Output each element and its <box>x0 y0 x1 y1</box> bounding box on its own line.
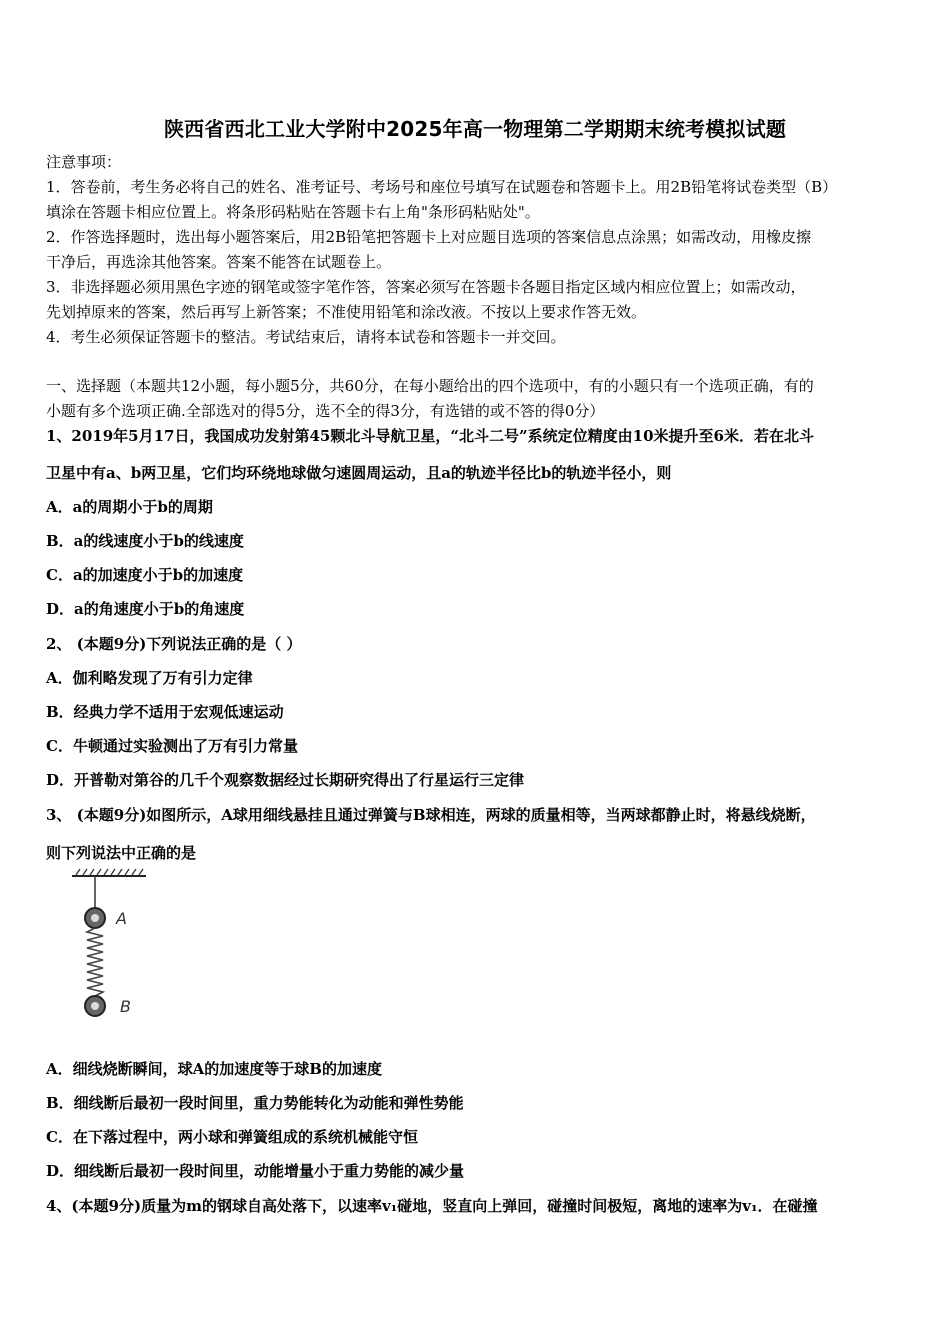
notice-line: 干净后，再选涂其他答案。答案不能答在试题卷上。 <box>46 253 392 271</box>
ceiling-hatch <box>76 869 143 875</box>
question-3-option-d: D．细线断后最初一段时间里，动能增量小于重力势能的减少量 <box>46 1162 465 1180</box>
notice-line: 1．答卷前，考生务必将自己的姓名、准考证号、考场号和座位号填写在试题卷和答题卡上。用2B铅笔将试卷类型（B） <box>46 178 838 196</box>
question-2-option-c: C．牛顿通过实验测出了万有引力常量 <box>46 737 298 755</box>
question-2-option-a: A．伽利略发现了万有引力定律 <box>46 669 253 687</box>
question-4-stem: 4、(本题9分)质量为m的钢球自高处落下，以速率v₁碰地，竖直向上弹回，碰撞时间极短，离地的速率为v₁．在碰撞 <box>46 1197 818 1215</box>
question-1-option-d: D．a的角速度小于b的角速度 <box>46 600 245 618</box>
notice-line: 先划掉原来的答案，然后再写上新答案；不准使用铅笔和涂改液。不按以上要求作答无效。 <box>46 303 647 321</box>
question-1-option-b: B．a的线速度小于b的线速度 <box>46 532 244 550</box>
notice-line: 4．考生必须保证答题卡的整洁。考试结束后，请将本试卷和答题卡一并交回。 <box>46 328 566 346</box>
ball-b-highlight <box>91 1002 99 1010</box>
spring <box>87 928 103 996</box>
question-1-stem: 卫星中有a、b两卫星，它们均环绕地球做匀速圆周运动，且a的轨迹半径比b的轨迹半径小，则 <box>46 464 672 482</box>
notice-heading: 注意事项： <box>46 153 122 171</box>
section-heading: 一、选择题（本题共12小题，每小题5分，共60分，在每小题给出的四个选项中，有的小题只有一个选项正确，有的 <box>46 377 814 395</box>
question-2-stem: 2、 (本题9分)下列说法正确的是（ ） <box>46 635 302 653</box>
question-1-option-c: C．a的加速度小于b的加速度 <box>46 566 244 584</box>
page-title: 陕西省西北工业大学附中2025年高一物理第二学期期末统考模拟试题 <box>163 117 787 141</box>
section-heading: 小题有多个选项正确.全部选对的得5分，选不全的得3分，有选错的或不答的得0分） <box>46 402 605 420</box>
question-3-stem: 则下列说法中正确的是 <box>46 844 197 862</box>
question-1-option-a: A．a的周期小于b的周期 <box>46 498 213 516</box>
question-1-stem: 1、2019年5月17日，我国成功发射第45颗北斗导航卫星，“北斗二号”系统定位精度由10米提升至6米．若在北斗 <box>46 427 814 445</box>
notice-line: 填涂在答题卡相应位置上。将条形码粘贴在答题卡右上角"条形码粘贴处"。 <box>46 203 540 221</box>
label-a: A <box>116 909 127 928</box>
question-3-option-a: A．细线烧断瞬间，球A的加速度等于球B的加速度 <box>46 1060 382 1078</box>
ball-a-highlight <box>91 914 99 922</box>
question-3-option-b: B．细线断后最初一段时间里，重力势能转化为动能和弹性势能 <box>46 1094 464 1112</box>
question-3-option-c: C．在下落过程中，两小球和弹簧组成的系统机械能守恒 <box>46 1128 418 1146</box>
question-3-stem: 3、 (本题9分)如图所示，A球用细线悬挂且通过弹簧与B球相连，两球的质量相等，当两球都静止时，将悬线烧断， <box>46 806 816 824</box>
question-2-option-b: B．经典力学不适用于宏观低速运动 <box>46 703 284 721</box>
notice-line: 3．非选择题必须用黑色字迹的钢笔或签字笔作答，答案必须写在答题卡各题目指定区域内相应位置上；如需改动， <box>46 278 806 296</box>
spring-balls-figure <box>70 868 160 1028</box>
label-b: B <box>120 997 131 1016</box>
notice-line: 2．作答选择题时，选出每小题答案后，用2B铅笔把答题卡上对应题目选项的答案信息点涂黑；如需改动，用橡皮擦 <box>46 228 812 246</box>
question-2-option-d: D．开普勒对第谷的几千个观察数据经过长期研究得出了行星运行三定律 <box>46 771 525 789</box>
